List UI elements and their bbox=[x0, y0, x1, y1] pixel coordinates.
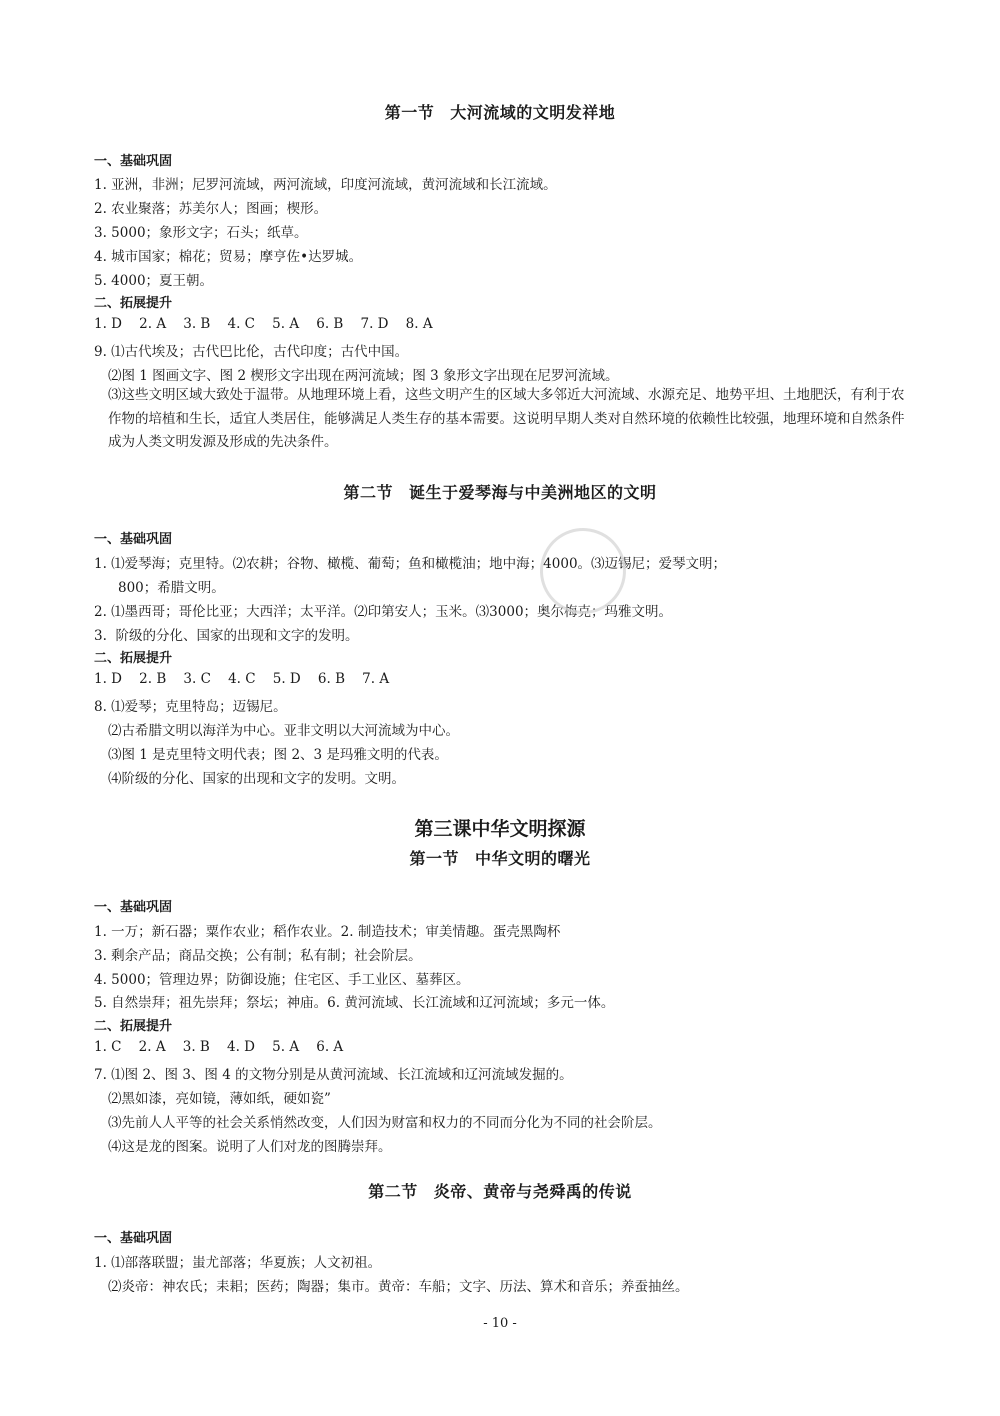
answer-line: ⑵黑如漆，亮如镜，薄如纸，硬如瓷” bbox=[108, 1091, 331, 1107]
answer-line: 4. 城市国家；棉花；贸易；摩亨佐•达罗城。 bbox=[94, 249, 363, 265]
section-title-text: 诞生于爱琴海与中美洲地区的文明 bbox=[409, 483, 657, 502]
answer-line: 1. ⑴爱琴海；克里特。⑵农耕；谷物、橄榄、葡萄；鱼和橄榄油；地中海；4000。⑶迈锡尼；爱琴文明； bbox=[94, 556, 727, 572]
section-title-text: 中华文明的曙光 bbox=[475, 849, 591, 868]
answer-line: 2. 农业聚落；苏美尔人；图画；楔形。 bbox=[94, 201, 328, 217]
answer-line: ⑶图 1 是克里特文明代表；图 2、3 是玛雅文明的代表。 bbox=[108, 747, 448, 763]
section-title-text: 大河流域的文明发祥地 bbox=[450, 103, 616, 122]
answer-line: 1. 亚洲，非洲；尼罗河流域，两河流域，印度河流域，黄河流域和长江流域。 bbox=[94, 177, 557, 193]
answer-paragraph: ⑶这些文明区域大致处于温带。从地理环境上看，这些文明产生的区域大多邻近大河流域、水源充足、地势平坦、土地肥沃，有利于农作物的培植和生长，适宜人类居住，能够满足人类生存的基本需要。这说明早期人类对自然环境的依赖性比较强，地理环境和自然条件成为人类文明发源及形成的先决条件。 bbox=[108, 387, 905, 450]
section-title bbox=[0, 1179, 1000, 1202]
answer-line: 1. 一万；新石器；粟作农业；稻作农业。2. 制造技术；审美情趣。蛋壳黑陶杯 bbox=[94, 924, 561, 940]
multiple-choice-answers: 1. D 2. B 3. C 4. C 5. D 6. B 7. A bbox=[94, 671, 390, 687]
answer-line: ⑵古希腊文明以海洋为中心。亚非文明以大河流域为中心。 bbox=[108, 723, 459, 739]
answer-line: ⑷阶级的分化、国家的出现和文字的发明。文明。 bbox=[108, 771, 405, 787]
basic-label: 一、基础巩固 bbox=[94, 532, 173, 547]
extension-label: 二、拓展提升 bbox=[94, 1019, 173, 1034]
answer-line: 9. ⑴古代埃及；古代巴比伦，古代印度；古代中国。 bbox=[94, 344, 409, 360]
answer-line: 5. 4000；夏王朝。 bbox=[94, 273, 214, 289]
answer-line: 3. 阶级的分化、国家的出现和文字的发明。 bbox=[94, 628, 359, 644]
section-title-number: 第二节 bbox=[368, 1182, 418, 1201]
answer-line: ⑵图 1 图画文字、图 2 楔形文字出现在两河流域；图 3 象形文字出现在尼罗河流域。 bbox=[108, 368, 619, 384]
section-title-number: 第一节 bbox=[384, 103, 435, 122]
section-title bbox=[0, 846, 1000, 869]
multiple-choice-answers: 1. D 2. A 3. B 4. C 5. A 6. B 7. D 8. A bbox=[94, 316, 433, 332]
lesson-title-number: 第三课 bbox=[414, 818, 472, 840]
answer-line: 4. 5000；管理边界；防御设施；住宅区、手工业区、墓葬区。 bbox=[94, 972, 470, 988]
basic-label: 一、基础巩固 bbox=[94, 900, 173, 915]
page-number: - 10 - bbox=[483, 1316, 517, 1331]
section-title bbox=[0, 480, 1000, 503]
lesson-title-text: 中华文明探源 bbox=[471, 818, 586, 840]
extension-label: 二、拓展提升 bbox=[94, 296, 173, 311]
section-title-number: 第一节 bbox=[409, 849, 459, 868]
section-title-text: 炎帝、黄帝与尧舜禹的传说 bbox=[433, 1182, 632, 1201]
answer-line: 7. ⑴图 2、图 3、图 4 的文物分别是从黄河流域、长江流域和辽河流域发掘的。 bbox=[94, 1067, 573, 1083]
answer-line: ⑷这是龙的图案。说明了人们对龙的图腾崇拜。 bbox=[108, 1139, 392, 1155]
answer-line: 2. ⑴墨西哥；哥伦比亚；大西洋；太平洋。⑵印第安人；玉米。⑶3000；奥尔梅克；玛雅文明。 bbox=[94, 604, 673, 620]
answer-line: 8. ⑴爱琴；克里特岛；迈锡尼。 bbox=[94, 699, 287, 715]
section-title-number: 第二节 bbox=[343, 483, 393, 502]
section-title bbox=[0, 100, 1000, 123]
answer-line: 1. ⑴部落联盟；蚩尤部落；华夏族；人文初祖。 bbox=[94, 1255, 382, 1271]
answer-line: ⑵炎帝：神农氏；耒耜；医药；陶器；集市。黄帝：车船；文字、历法、算术和音乐；养蚕抽丝。 bbox=[108, 1279, 689, 1295]
basic-label: 一、基础巩固 bbox=[94, 154, 173, 169]
answer-line: 3. 剩余产品；商品交换；公有制；私有制；社会阶层。 bbox=[94, 948, 422, 964]
multiple-choice-answers: 1. C 2. A 3. B 4. D 5. A 6. A bbox=[94, 1039, 344, 1055]
extension-label: 二、拓展提升 bbox=[94, 651, 173, 666]
answer-line: ⑶先前人人平等的社会关系悄然改变，人们因为财富和权力的不同而分化为不同的社会阶层。 bbox=[108, 1115, 662, 1131]
basic-label: 一、基础巩固 bbox=[94, 1231, 173, 1246]
answer-line: 5. 自然崇拜；祖先崇拜；祭坛；神庙。6. 黄河流域、长江流域和辽河流域；多元一体。 bbox=[94, 995, 615, 1011]
lesson-title bbox=[0, 814, 1000, 841]
answer-line: 3. 5000；象形文字；石头；纸草。 bbox=[94, 225, 308, 241]
answer-line: 800；希腊文明。 bbox=[118, 580, 225, 596]
